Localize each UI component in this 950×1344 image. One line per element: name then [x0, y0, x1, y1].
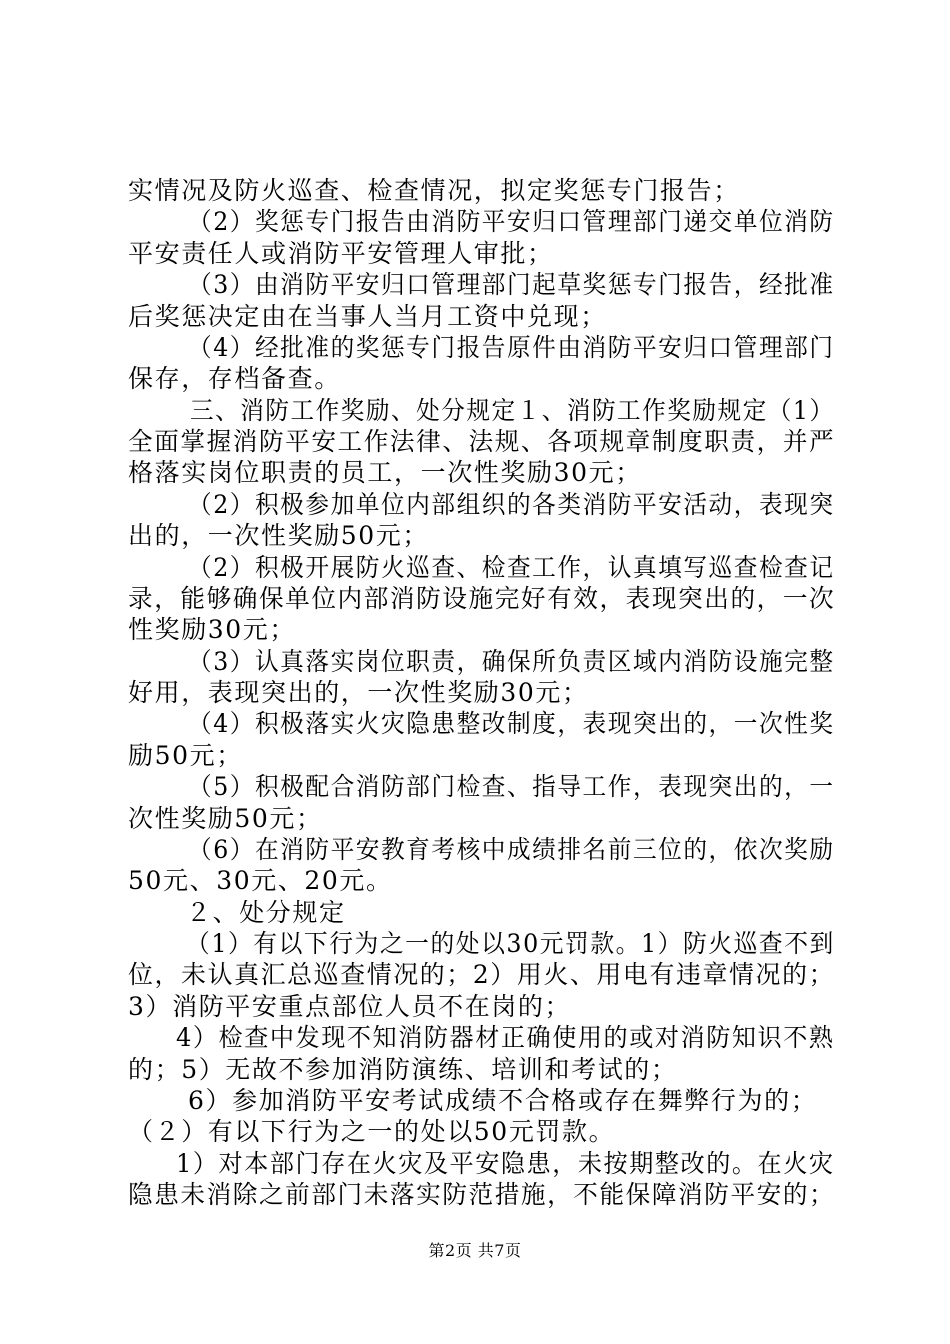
- body-text-line: 录，能够确保单位内部消防设施完好有效，表现突出的，一次: [128, 583, 836, 613]
- body-text-line: 次性奖励50元；: [128, 803, 323, 833]
- body-text-line: （3）认真落实岗位职责，确保所负责区域内消防设施完整: [188, 646, 835, 676]
- body-text-line: 1）对本部门存在火灾及平安隐患，未按期整改的。在火灾: [176, 1148, 835, 1178]
- body-text-line: 的；5）无故不参加消防演练、培训和考试的；: [128, 1054, 678, 1084]
- body-text-line: 50元、30元、20元。: [128, 866, 393, 896]
- body-text-line: （1）有以下行为之一的处以30元罚款。1）防火巡查不到: [186, 929, 835, 958]
- page-number: 第2页 共7页: [428, 1241, 522, 1260]
- body-text-line: 3）消防平安重点部位人员不在岗的；: [128, 991, 572, 1021]
- body-text-line: 平安责任人或消防平安管理人审批；: [128, 238, 554, 268]
- body-text-line: 隐患未消除之前部门未落实防范措施，不能保障消防平安的；: [128, 1180, 836, 1209]
- body-text-line: 保存，存档备查。: [128, 364, 341, 394]
- body-text-line: 后奖惩决定由在当事人当月工资中兑现；: [128, 301, 607, 331]
- body-text-line: 实情况及防火巡查、检查情况，拟定奖惩专门报告；: [128, 176, 740, 205]
- body-text-line: （2）积极开展防火巡查、检查工作，认真填写巡查检查记: [188, 552, 835, 582]
- body-text-line: 4）检查中发现不知消防器材正确使用的或对消防知识不熟: [176, 1023, 835, 1053]
- body-text-line: （4）经批准的奖惩专门报告原件由消防平安归口管理部门: [188, 332, 835, 362]
- body-text-line: 出的，一次性奖励50元；: [128, 521, 430, 551]
- body-text-line: 好用，表现突出的，一次性奖励30元；: [128, 678, 589, 707]
- body-text-line: （6）在消防平安教育考核中成绩排名前三位的，依次奖励: [188, 834, 835, 864]
- body-text-line: （2）积极参加单位内部组织的各类消防平安活动，表现突: [188, 489, 835, 519]
- body-text-line: （3）由消防平安归口管理部门起草奖惩专门报告，经批准: [188, 270, 835, 300]
- body-text-line: （5）积极配合消防部门检查、指导工作，表现突出的，一: [188, 772, 835, 802]
- page-footer: [0, 1240, 950, 1262]
- body-text-line: （4）积极落实火灾隐患整改制度，表现突出的，一次性奖: [188, 709, 835, 739]
- body-text-line: 位，未认真汇总巡查情况的；2）用火、用电有违章情况的；: [128, 960, 836, 990]
- section-heading-line: 三、消防工作奖励、处分规定１、消防工作奖励规定（1）: [190, 395, 835, 425]
- body-text-line: 全面掌握消防平安工作法律、法规、各项规章制度职责，并严: [128, 427, 836, 456]
- body-text-line: 性奖励30元；: [128, 615, 297, 645]
- section-heading-line: ２、处分规定: [186, 897, 346, 927]
- body-text-line: （２）有以下行为之一的处以50元罚款。: [128, 1117, 616, 1147]
- body-text-line: （2）奖惩专门报告由消防平安归口管理部门递交单位消防: [188, 207, 835, 237]
- body-text-line: 格落实岗位职责的员工，一次性奖励30元；: [128, 458, 642, 488]
- body-text-line: 励50元；: [128, 740, 243, 770]
- body-text-line: 6）参加消防平安考试成绩不合格或存在舞弊行为的；: [188, 1085, 818, 1115]
